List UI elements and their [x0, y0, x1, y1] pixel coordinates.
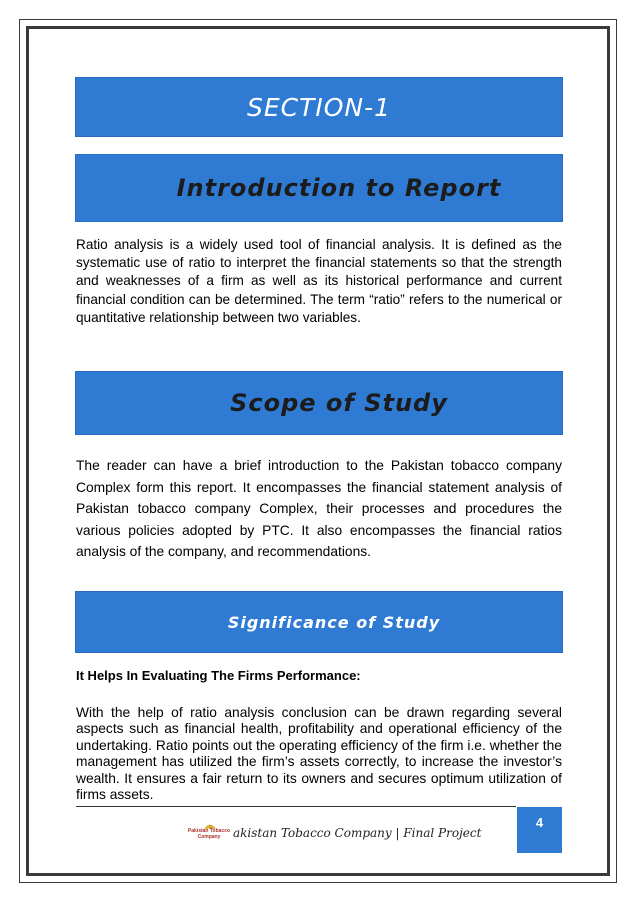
- intro-banner: [76, 155, 562, 221]
- significance-banner: [76, 592, 562, 652]
- section-title: SECTION-1: [246, 92, 392, 122]
- intro-paragraph: Ratio analysis is a widely used tool of financial analysis. It is defined as the systematic use of ratio to interpret the financial statements so that the strength and weaknesses of a firm as well as its historical performance and current financial condition can be determined. The term “ratio” refers to the numerical or quantitative relationship between two variables.: [76, 237, 562, 325]
- section-banner: [76, 78, 562, 136]
- significance-paragraph: With the help of ratio analysis conclusion can be drawn regarding several aspects such as financial health, profitability and operational efficiency of the undertaking. Ratio points out the operating efficiency of the firm i.e. whether the management has utilized the firm’s assets correctly, to increase the investor’s wealth. It ensures a fair return to its owners and secures optimum utilization of firms assets.: [76, 705, 562, 803]
- scope-heading: Scope of Study: [230, 389, 448, 417]
- significance-heading: Significance of Study: [227, 612, 441, 632]
- page-number: 4: [535, 815, 544, 830]
- significance-subheading: It Helps In Evaluating The Firms Performance:: [76, 668, 361, 683]
- scope-paragraph: The reader can have a brief introduction to the Pakistan tobacco company Complex form this report. It encompasses the financial statement analysis of Pakistan tobacco company Complex, their processes and procedures the various policies adopted by PTC. It also encompasses the financial ratios analysis of the company, and recommendations.: [76, 458, 562, 559]
- intro-heading: Introduction to Report: [176, 174, 502, 202]
- footer-text: akistan Tobacco Company | Final Project: [233, 826, 482, 840]
- page-number-box: [517, 807, 562, 853]
- scope-banner: [76, 372, 562, 434]
- logo-text: Pakistan Tobacco Company: [187, 828, 231, 840]
- footer-divider: [76, 806, 516, 807]
